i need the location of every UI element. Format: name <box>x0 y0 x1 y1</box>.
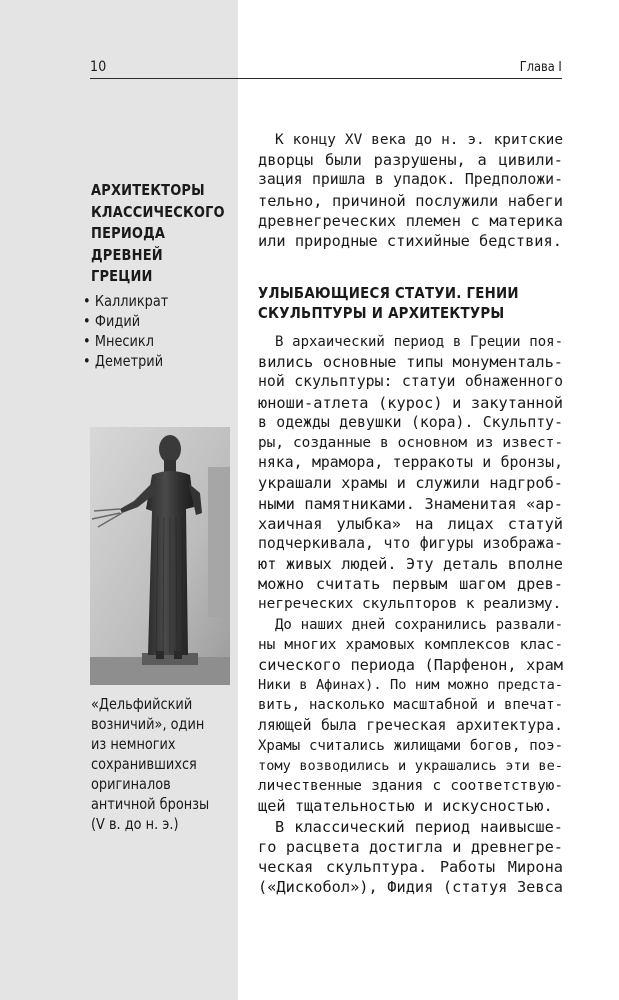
text-line: подчеркивала, что фигуры изобража- <box>258 534 563 552</box>
text-line: в одежды девушки (кора). Скульпту- <box>258 413 563 431</box>
text-line: хаичная улыбка» на лицах статуй <box>258 514 563 533</box>
architect-item: • Мнесикл <box>83 331 168 351</box>
caption-line: из немногих <box>91 735 176 753</box>
caption-line: (V в. до н. э.) <box>91 815 179 833</box>
text-line: тельно, причиной послужили набеги <box>258 191 563 210</box>
caption-line: возничий», один <box>91 715 205 733</box>
text-line: Ники в Афинах). По ним можно предста- <box>258 677 563 694</box>
caption-line: сохранившихся <box>91 755 197 773</box>
photo-caption <box>91 694 211 834</box>
text-line: Храмы считались жилищами богов, поэ- <box>258 737 563 754</box>
text-line: юноши-атлета (курос) и закутанной <box>258 393 563 412</box>
text-line: ны многих храмовых комплексов клас- <box>258 636 563 653</box>
chapter-title: Глава I <box>519 60 562 75</box>
text-line: («Дискобол»), Фидия (статуя Зевса <box>258 878 563 897</box>
text-line: вить, насколько масштабной и впечат- <box>258 697 563 714</box>
text-line: До наших дней сохранились развали- <box>275 616 563 633</box>
header-rule <box>90 78 562 79</box>
text-line: К концу XV века до н. э. критские <box>275 132 563 148</box>
text-line: няка, мрамора, терракоты и бронзы, <box>258 454 563 472</box>
caption-line: античной бронзы <box>91 795 210 813</box>
text-line: вились основные типы монументаль- <box>258 353 563 372</box>
text-line: В классический период наивысше- <box>275 817 563 836</box>
text-line: негреческих скульпторов к реализму. <box>258 596 562 613</box>
architect-item: • Деметрий <box>83 351 168 371</box>
text-line: украшали храмы и служили надгроб- <box>258 474 563 493</box>
text-line: ры, созданные в основном из извест- <box>258 434 563 451</box>
section-heading-line: УЛЫБАЮЩИЕСЯ СТАТУИ. ГЕНИИ <box>258 284 519 302</box>
caption-line: оригиналов <box>91 775 171 793</box>
text-line: тому возводились и украшались эти ве- <box>258 757 563 774</box>
text-line: ной скульптуры: статуи обнаженного <box>258 373 563 391</box>
text-line: го расцвета достигла и древнегре- <box>258 837 563 856</box>
page-number: 10 <box>90 59 107 75</box>
text-line: ляющей была греческая архитектура. <box>258 716 563 734</box>
text-line: или природные стихийные бедствия. <box>258 231 562 250</box>
architect-item: • Фидий <box>83 311 168 331</box>
section-heading-line: СКУЛЬПТУРЫ И АРХИТЕКТУРЫ <box>258 304 505 322</box>
sidebar-heading-line: ДРЕВНЕЙ <box>91 245 163 264</box>
text-line: дворцы были разрушены, а цивили- <box>258 151 563 170</box>
sidebar-heading-line: КЛАССИЧЕСКОГО <box>91 202 225 221</box>
text-line: древнегреческих племен с материка <box>258 211 563 230</box>
sidebar-heading <box>91 180 225 288</box>
caption-line: «Дельфийский <box>91 695 193 713</box>
text-line: ческая скульптура. Работы Мирона <box>258 857 563 876</box>
architect-item: • Калликрат <box>83 291 168 311</box>
text-line: ют живых людей. Эту деталь вполне <box>258 555 563 574</box>
text-line: сического периода (Парфенон, храм <box>258 656 563 674</box>
statue-image <box>90 427 230 685</box>
text-line: зация пришла в упадок. Предположи- <box>258 171 563 189</box>
text-line: В архаический период в Греции поя- <box>275 334 563 350</box>
body-text <box>258 332 563 897</box>
sidebar-heading-line: ПЕРИОДА <box>91 224 166 242</box>
intro-paragraph <box>258 130 563 251</box>
architects-list <box>83 291 168 371</box>
section-heading <box>258 283 520 323</box>
text-line: щей тщательностью и искусностью. <box>258 797 553 816</box>
sidebar-heading-line: АРХИТЕКТОРЫ <box>91 181 205 199</box>
text-line: ными памятниками. Знаменитая «ар- <box>258 494 563 513</box>
charioteer-photo <box>90 427 230 685</box>
text-line: личественные здания с соответствую- <box>258 778 563 795</box>
text-line: можно считать первым шагом древ- <box>258 575 563 594</box>
sidebar-heading-line: ГРЕЦИИ <box>91 267 153 285</box>
